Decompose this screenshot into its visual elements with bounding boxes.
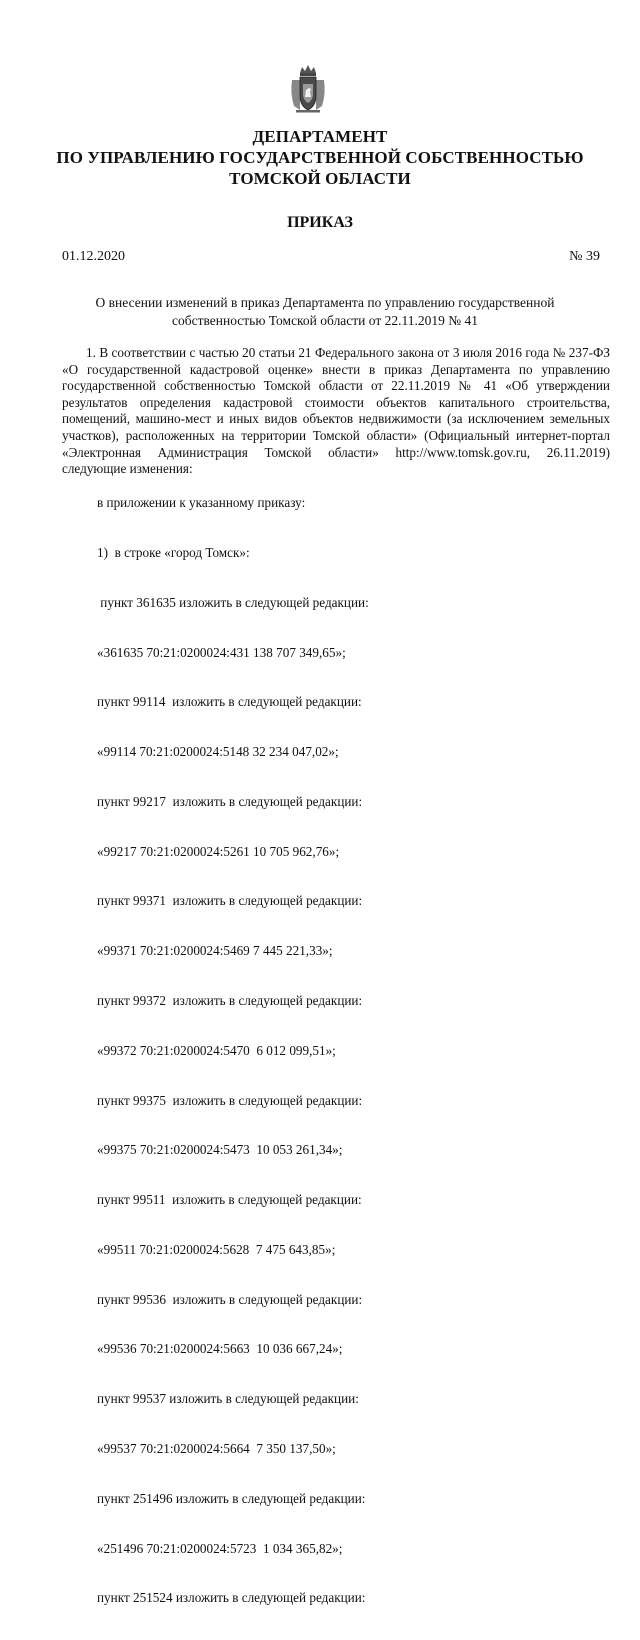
department-name-line-2: ПО УПРАВЛЕНИЮ ГОСУДАРСТВЕННОЙ СОБСТВЕННОСТЬЮ — [56, 148, 584, 167]
department-name-line-1: ДЕПАРТАМЕНТ — [252, 127, 388, 146]
text-line: пункт 99114 изложить в следующей редакции: — [97, 694, 362, 710]
text-line: пункт 99511 изложить в следующей редакции: — [97, 1192, 362, 1208]
text-line: «99371 70:21:0200024:5469 7 445 221,33»; — [97, 943, 333, 959]
text-line: «99537 70:21:0200024:5664 7 350 137,50»; — [97, 1441, 336, 1457]
coat-of-arms-icon — [288, 64, 328, 114]
text-line: в приложении к указанному приказу: — [97, 495, 306, 511]
text-line: пункт 361635 изложить в следующей редакции: — [97, 594, 369, 610]
text-line: «251496 70:21:0200024:5723 1 034 365,82»; — [97, 1540, 343, 1556]
text-line: «361635 70:21:0200024:431 138 707 349,65»; — [97, 644, 346, 660]
text-line: «99372 70:21:0200024:5470 6 012 099,51»; — [97, 1042, 336, 1058]
amendment-lines — [97, 462, 369, 1640]
text-line: 1) в строке «город Томск»: — [97, 544, 250, 560]
text-line: «99217 70:21:0200024:5261 10 705 962,76»; — [97, 843, 340, 859]
document-title: ПРИКАЗ — [287, 214, 353, 231]
text-line: пункт 99537 изложить в следующей редакции: — [97, 1391, 359, 1407]
main-paragraph-block — [62, 345, 610, 478]
order-subject: О внесении изменений в приказ Департамента по управлению государственной собственностью Томской области от 22.11.2019 № 41 — [95, 295, 555, 328]
paragraph-1: 1. В соответствии с частью 20 статьи 21 Федерального закона от 3 июля 2016 года № 237-ФЗ «О государственной кадастровой оценке» внести в приказ Департамента по управлению государственной собственностью Томской области от 22.11.2019 № 41 «Об утверждении результатов определения кадастровой стоимости объектов капитального строительства, помещений, машино-мест и иных видов объектов недвижимости (за исключением земельных участков), расположенных на территории Томской области» (Официальный интернет-портал «Электронная Администрация Томской области» http://www.tomsk.gov.ru, 26.11.2019) следующие изменения: — [62, 345, 610, 477]
text-line: «99536 70:21:0200024:5663 10 036 667,24»; — [97, 1341, 343, 1357]
text-line: пункт 99372 изложить в следующей редакции: — [97, 993, 363, 1008]
text-line: пункт 251496 изложить в следующей редакции: — [97, 1490, 366, 1506]
text-line: «99114 70:21:0200024:5148 32 234 047,02»; — [97, 744, 339, 760]
text-line: «99375 70:21:0200024:5473 10 053 261,34»; — [97, 1142, 343, 1158]
text-line: пункт 99371 изложить в следующей редакции: — [97, 893, 363, 909]
text-line: пункт 99536 изложить в следующей редакции: — [97, 1291, 363, 1307]
order-number: № 39 — [569, 249, 600, 264]
department-name-line-3: ТОМСКОЙ ОБЛАСТИ — [229, 169, 411, 188]
text-line: пункт 99217 изложить в следующей редакции: — [97, 793, 363, 809]
order-date: 01.12.2020 — [62, 249, 125, 264]
text-line: пункт 99375 изложить в следующей редакции: — [97, 1092, 363, 1108]
text-line: пункт 251524 изложить в следующей редакции: — [97, 1590, 366, 1606]
text-line: «99511 70:21:0200024:5628 7 475 643,85»; — [97, 1241, 336, 1257]
